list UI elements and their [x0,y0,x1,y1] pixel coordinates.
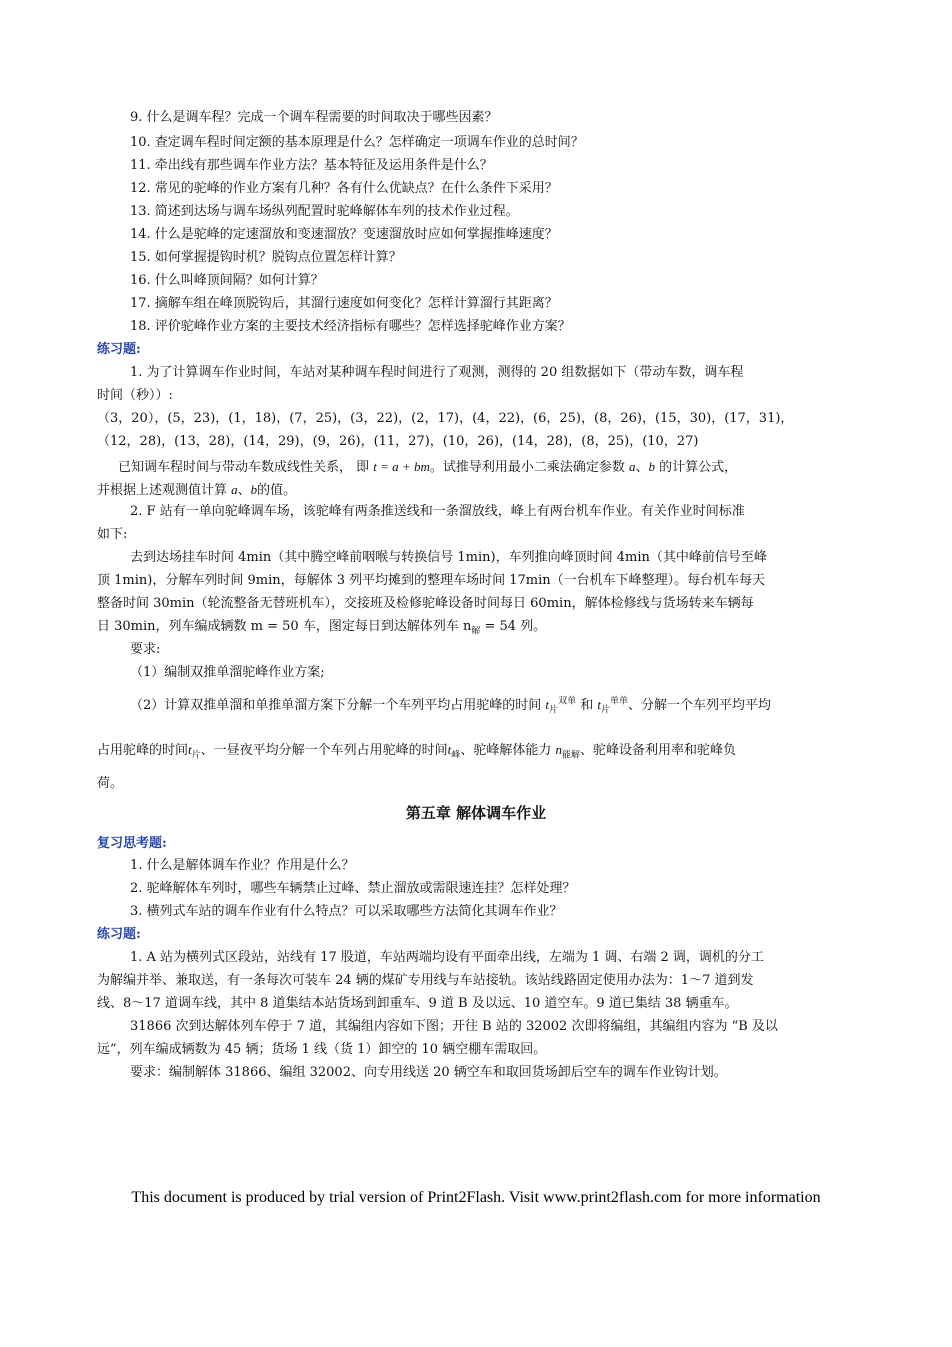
text-span: 占用驼峰的时间 [97,743,189,758]
superscript: 单单 [610,696,629,707]
review-question: 16. 什么叫峰顶间隔？如何计算？ [130,273,324,288]
subscript: 片 [601,705,611,716]
exercise-text: 1. A 站为横列式区段站，站线有 17 股道，车站两端均设有平面牵出线，左端为 1 调、右端 2 调，调机的分工 [130,950,764,965]
exercise-text: 为解编并举、兼取送，有一条每次可装车 24 辆的煤矿专用线与车站接轨。该站线路固定使用办法为：1～7 道到发 [97,973,754,988]
text-span: 。试推导利用最小二乘法确定参数 [429,460,625,475]
subscript: 能解 [561,750,580,761]
review-question: 14. 什么是驼峰的定速溜放和变速溜放？变速溜放时应如何掌握推峰速度？ [130,227,558,242]
text-span: （2）计算双推单溜和单推单溜方案下分解一个车列平均占用驼峰的时间 [130,698,542,713]
review-question: 10. 查定调车程时间定额的基本原理是什么？怎样确定一项调车作业的总时间？ [130,135,584,150]
exercise-label: 练习题: [97,927,141,942]
review-question: 11. 牵出线有那些调车作业方法？基本特征及运用条件是什么？ [130,158,493,173]
text-span: 、驼峰解体能力 [460,743,552,758]
exercise-text: 1. 为了计算调车作业时间，车站对某种调车程时间进行了观测，测得的 20 组数据如下（带动车数，调车程 [130,365,744,380]
exercise-text: 2. F 站有一单向驼峰调车场，该驼峰有两条推送线和一条溜放线，峰上有两台机车作业。有关作业时间标准 [130,504,745,519]
text-span: 并根据上述观测值计算 [97,483,228,498]
text-span: 已知调车程时间与带动车数成线性关系， 即 [118,460,370,475]
separator: 、 [635,460,649,475]
exercise-text: 要求：编制解体 31866、编组 32002、向专用线送 20 辆空车和取回货场卸后空车的调车作业钩计划。 [130,1065,727,1080]
review-question: 15. 如何掌握提钩时机？脱钩点位置怎样计算？ [130,250,402,265]
exercise-text: 如下: [97,527,128,542]
exercise-text: 整备时间 30min（轮流整备无替班机车），交接班及检修驼峰设备时间每日 60min，解体检修线与货场转来车辆每 [97,596,754,611]
text-span: = 54 列。 [480,619,547,634]
exercise-text: 远”，列车编成辆数为 45 辆；货场 1 线（货 1）卸空的 10 辆空棚车需取回。 [97,1042,547,1057]
separator: 、 [237,483,251,498]
symbol: a [628,459,636,474]
text-span: 日 30min，列车编成辆数 m = 50 车，图定每日到达解体列车 n [97,619,472,634]
subscript: 片 [549,705,559,716]
symbol: t [188,742,192,757]
symbol: b [648,459,655,474]
symbol: b [250,482,258,497]
review-question: 18. 评价驼峰作业方案的主要技术经济指标有哪些？怎样选择驼峰作业方案？ [130,319,571,334]
review-question: 17. 摘解车组在峰顶脱钩后，其溜行速度如何变化？怎样计算溜行其距离？ [130,296,558,311]
exercise-text [97,480,296,501]
exercise-label: 练习题: [97,342,141,357]
review-question: 12. 常见的驼峰的作业方案有几种？各有什么优缺点？在什么条件下采用？ [130,181,558,196]
superscript: 双单 [558,696,577,707]
symbol: t [545,697,550,712]
review-question: 3. 横列式车站的调车作业有什么特点？可以采取哪些方法简化其调车作业？ [130,904,563,919]
data-list: （12，28)，(13，28)，(14，29)，(9，26)，(11，27)，(10，26)，(14，28)，(8，25)，(10，27) [97,434,699,449]
chapter-title: 第五章 解体调车作业 [405,804,547,822]
text-span: 、驼峰设备利用率和驼峰负 [579,743,736,758]
symbol: a [231,482,238,497]
review-question: 1. 什么是解体调车作业？作用是什么？ [130,858,355,873]
exercise-text [118,457,737,478]
symbol: t [447,742,452,757]
data-list: （3，20），(5，23)，(1，18)，(7，25)，(3，22)，(2，17)，(4，22)，(6，25)，(8，26)，(15，30)，(17，31)， [97,411,794,426]
exercise-text: 线、8～17 道调车线，其中 8 道集结本站货场到卸重车、9 道 B 及以远、10 道空车。9 道已集结 38 辆重车。 [97,996,738,1011]
requirement-item [97,740,736,761]
exercise-text: 时间（秒））: [97,388,173,403]
requirements-label: 要求: [130,642,161,657]
trial-footer: This document is produced by trial version of Print2Flash. Visit www.print2flash.com for more information [131,1189,821,1206]
requirement-item [130,695,771,716]
text-span: 的计算公式， [659,460,738,475]
subscript: 片 [191,750,201,761]
exercise-text: 31866 次到达解体列车停于 7 道，其编组内容如下图；开往 B 站的 32002 次即将编组，其编组内容为 “B 及以 [130,1019,778,1034]
review-question: 13. 简述到达场与调车场纵列配置时驼峰解体车列的技术作业过程。 [130,204,519,219]
text-span: 、一昼夜平均分解一个车列占用驼峰的时间 [200,743,448,758]
formula: t = a + bm [373,459,430,474]
subscript: 峰 [451,750,461,761]
subscript: 解 [471,626,481,637]
symbol: n [555,742,562,757]
exercise-text [97,617,546,637]
text-span: 的值。 [257,483,297,498]
exercise-text: 去到达场挂车时间 4min（其中腾空峰前咽喉与转换信号 1min)，车列推向峰顶时间 4min（其中峰前信号至峰 [130,550,767,565]
symbol: t [597,697,601,712]
review-question: 9. 什么是调车程？完成一个调车程需要的时间取决于哪些因素？ [130,110,498,125]
review-label: 复习思考题: [97,836,167,851]
text-span: 和 [580,698,594,713]
requirement-item: （1）编制双推单溜驼峰作业方案; [130,665,325,680]
requirement-item: 荷。 [97,776,124,791]
text-span: 、分解一个车列平均平均 [628,698,772,713]
review-question: 2. 驼峰解体车列时，哪些车辆禁止过峰、禁止溜放或需限速连挂？怎样处理？ [130,881,576,896]
exercise-text: 顶 1min)，分解车列时间 9min，每解体 3 列平均摊到的整理车场时间 17min（一台机车下峰整理）。每台机车每天 [97,573,766,588]
